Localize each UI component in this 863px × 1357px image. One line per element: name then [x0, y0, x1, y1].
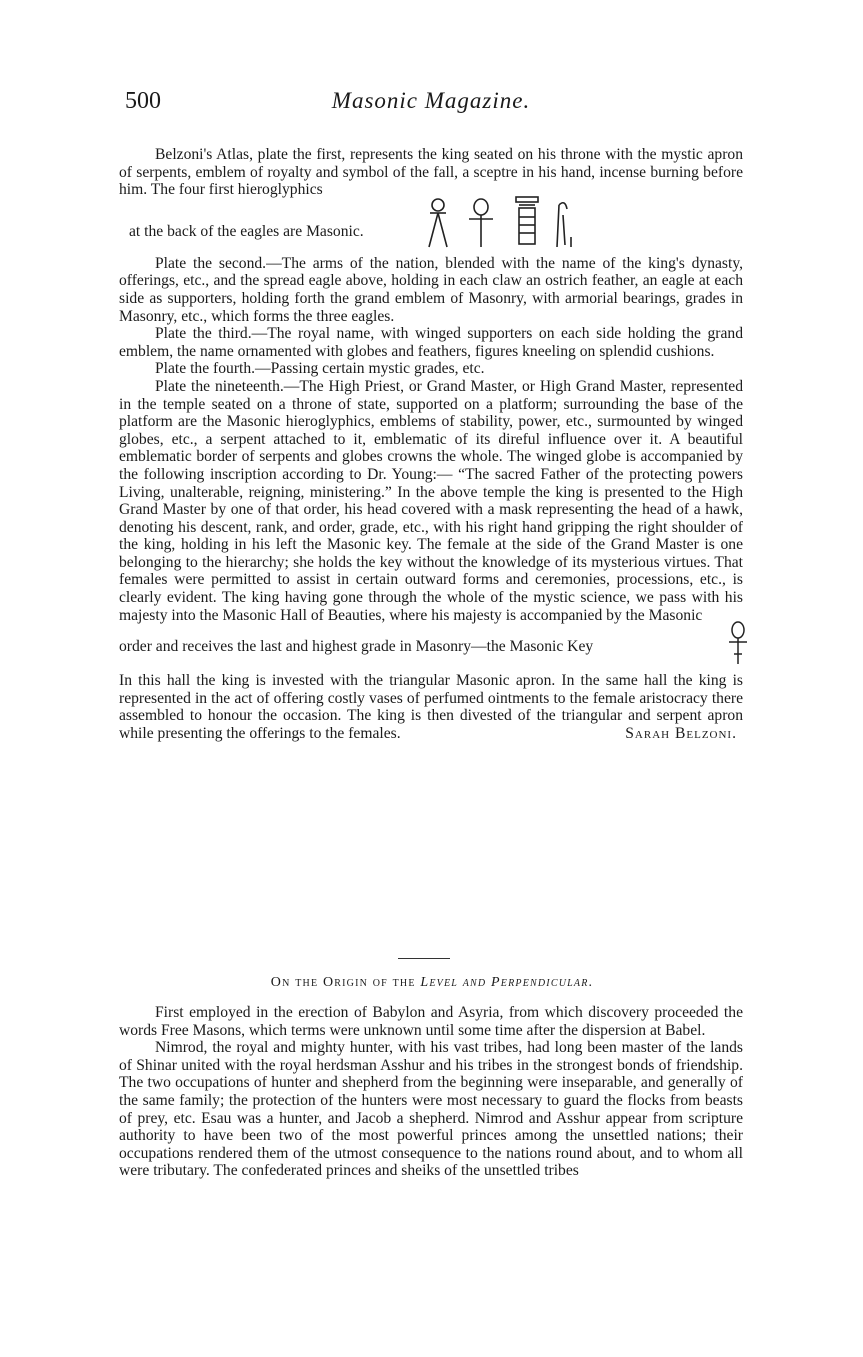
section-title-part-a: On the Origin of the [270, 975, 421, 990]
plate-first-text: Belzoni's Atlas, plate the first, represents the king seated on his throne with the mystic apron of serpents, emblem of royalty and symbol of the fall, a sceptre in his hand, incense burning before him. The four first hieroglyphics [119, 146, 743, 199]
masonic-key-icon [727, 620, 749, 668]
paragraph-plate-fourth: Plate the fourth.—Passing certain mystic grades, etc. [155, 360, 485, 378]
paragraph-investiture [119, 672, 743, 742]
page-header [125, 88, 737, 122]
hieroglyphics-line [119, 199, 743, 255]
hieroglyphics-figure [423, 195, 573, 251]
masonic-key-line [119, 624, 743, 672]
paragraph-first-employed: First employed in the erection of Babylon and Asyria, from which discovery proceeded the words Free Masons, which terms were unknown until some time after the dispersion at Babel. [119, 1004, 743, 1039]
article-level-perpendicular [119, 1004, 743, 1180]
investiture-text: In this hall the king is invested with the triangular Masonic apron. In the same hall the king is represented in the act of offering costly vases of perfumed ointments to the female aristocracy there assembled to honour the occasion. The king is then divested of the triangular and serpent apron while presenting the offerings to the females. [119, 672, 743, 743]
hieroglyphics-caption: at the back of the eagles are Masonic. [129, 222, 364, 240]
author-signature: Sarah Belzoni. [625, 725, 737, 743]
section-title [120, 975, 744, 991]
section-title-part-c: . [588, 975, 594, 990]
masonic-key-text: order and receives the last and highest grade in Masonry—the Masonic Key [119, 638, 594, 656]
paragraph-nimrod: Nimrod, the royal and mighty hunter, with his vast tribes, had long been master of the lands of Shinar united with the royal herdsman Asshur and his tribes in the strongest bonds of friendship. The two occupations of hunter and shepherd from the beginning were inseparable, and generally of the same family; the protection of the hunters were most necessary to guard the flocks from beasts of prey, etc. Esau was a hunter, and Jacob a shepherd. Nimrod and Asshur appear from scripture authority to have been two of the most powerful princes among the unsettled nations; their occupations rendered them of the utmost consequence to the nations round about, and to whom all were tributary. The confederated princes and sheiks of the unsettled tribes [119, 1039, 743, 1180]
section-title-part-b: Level and Perpendicular [420, 975, 589, 990]
paragraph-plate-third: Plate the third.—The royal name, with winged supporters on each side holding the grand emblem, the name ornamented with globes and feathers, figures kneeling on splendid cushions. [119, 325, 743, 360]
paragraph-plate-second: Plate the second.—The arms of the nation, blended with the name of the king's dynasty, offerings, etc., and the spread eagle above, holding in each claw an ostrich feather, an eagle at each side as supporters, holding forth the grand emblem of Masonry, with armorial bearings, grades in Masonry, etc., which forms the three eagles. [119, 254, 743, 325]
section-divider [398, 958, 450, 959]
article-belzoni [119, 146, 743, 743]
page-number: 500 [125, 88, 161, 114]
paragraph-plate-first [119, 146, 743, 199]
running-title: Masonic Magazine. [331, 88, 531, 113]
paragraph-plate-nineteenth: Plate the nineteenth.—The High Priest, or Grand Master, or High Grand Master, represented in the temple seated on a throne of state, supported on a platform; surrounding the base of the platform are the Masonic hieroglyphics, emblems of stability, power, etc., surmounted by winged globes, etc., a serpent attached to it, emblematic of its direful influence over it. A beautiful emblematic border of serpents and globes crowns the whole. The winged globe is accompanied by the following inscription according to Dr. Young:— “The sacred Father of the protecting powers Living, unalterable, reigning, ministering.” In the above temple the king is presented to the High Grand Master by one of that order, his head covered with a mask representing the head of a hawk, denoting his descent, rank, and order, grade, etc., with his right hand gripping the right shoulder of the king, holding in his left the Masonic key. The female at the side of the Grand Master is one belonging to the hierarchy; she holds the key without the knowledge of its mysterious virtues. That females were permitted to assist in certain outward forms and ceremonies, processions, etc., is clearly evident. The king having gone through the whole of the mystic science, we pass with his majesty into the Masonic Hall of Beauties, where his majesty is accompanied by the Masonic [119, 377, 743, 624]
